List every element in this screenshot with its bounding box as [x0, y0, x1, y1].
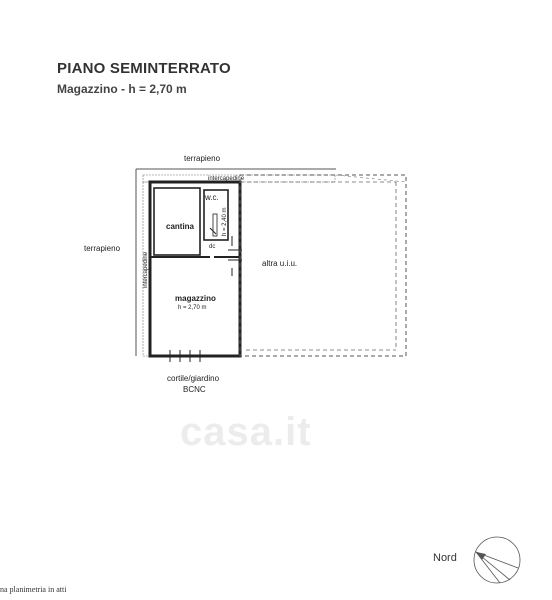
bcnc-label: BCNC	[183, 385, 206, 394]
wc-label: w.c.	[205, 193, 219, 202]
cortile-label: cortile/giardino	[167, 374, 220, 383]
cantina-label: cantina	[166, 222, 195, 231]
magazzino-label: magazzino	[175, 294, 216, 303]
terrapieno-left-label: terrapieno	[84, 244, 121, 253]
intercapedine-top-label: intercapedine	[208, 176, 245, 182]
doccia-label: dc	[209, 244, 216, 250]
plan-subtitle: Magazzino - h = 2,70 m	[57, 82, 187, 96]
altra-uiu-label: altra u.i.u.	[262, 259, 298, 268]
north-label: Nord	[433, 552, 457, 564]
magazzino-height-label: h = 2,70 m	[178, 305, 207, 311]
watermark-logo: casa.it	[180, 410, 312, 454]
footnote: na planimetria in atti	[0, 585, 67, 594]
terrapieno-top-label: terrapieno	[184, 154, 221, 163]
plan-title: PIANO SEMINTERRATO	[57, 60, 231, 77]
wc-height-label: h = 2,40 m	[222, 207, 228, 236]
altra-uiu-diagonal	[336, 175, 406, 182]
intercapedine-left-label: intercapedine	[143, 251, 149, 288]
